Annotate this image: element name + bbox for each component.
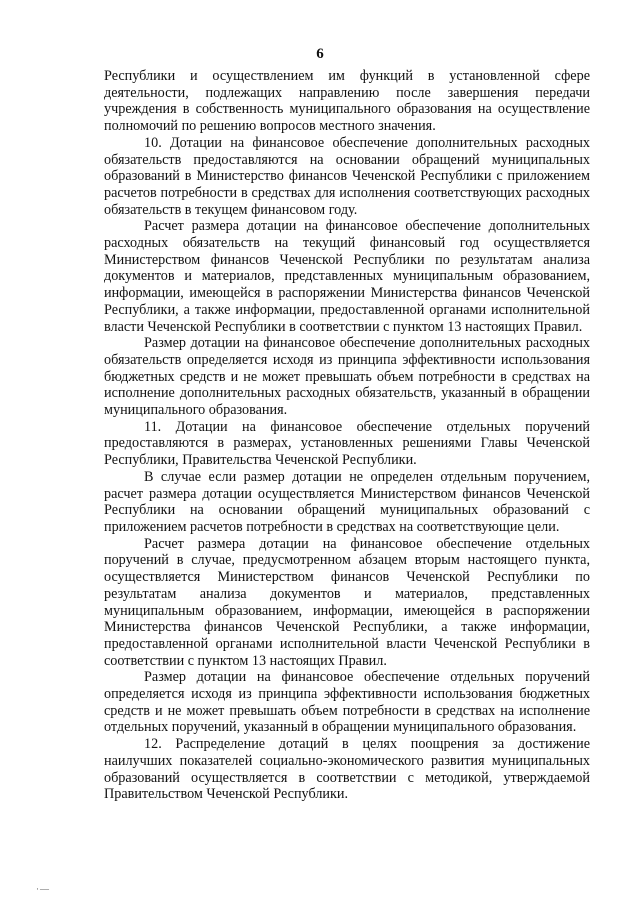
paragraph-item-11-calculation: Расчет размера дотации на финансовое обеспечение отдельных поручений в случае, предусмотренном абзацем вторым настоящего пункта, осуществляется Министерством финансов Чеченской Республики по результатам анализа документов и материалов, представленных муниципальным образованием, информации, имеющейся в распоряжении Министерства финансов Чеченской Республики, а также информации, предоставленной органами исполнительной власти Чеченской Республики в соответствии с пунктом 13 настоящих Правил. [104, 535, 590, 669]
paragraph-item-10: 10. Дотации на финансовое обеспечение дополнительных расходных обязательств предоставляются на основании обращений муниципальных образований в Министерство финансов Чеченской Республики с приложением расчетов потребности в средствах для исполнения соответствующих расходных обязательств в текущем финансовом году. [104, 134, 590, 218]
paragraph-continuation: Республики и осуществлением им функций в установленной сфере деятельности, подлежащих направлению после завершения передачи учреждения в собственность муниципального образования на осуществление полномочий по решению вопросов местного значения. [104, 68, 590, 135]
paragraph-item-11-amount: Размер дотации на финансовое обеспечение отдельных поручений определяется исходя из принципа эффективности использования бюджетных средств и не может превышать объем потребности в средствах на исполнение отдельных поручений, указанный в обращении муниципального образования. [104, 669, 590, 736]
document-body [104, 68, 590, 803]
paragraph-item-10-calculation: Расчет размера дотации на финансовое обеспечение дополнительных расходных обязательств на текущий финансовый год осуществляется Министерством финансов Чеченской Республики по результатам анализа документов и материалов, представленных муниципальным образованием, информации, имеющейся в распоряжении Министерства финансов Чеченской Республики, а также информации, предоставленной органами исполнительной власти Чеченской Республики в соответствии с пунктом 13 настоящих Правил. [104, 218, 590, 335]
footer-mark: ·— [36, 884, 50, 894]
paragraph-item-12: 12. Распределение дотаций в целях поощрения за достижение наилучших показателей социально-экономического развития муниципальных образований осуществляется в соответствии с методикой, утверждаемой Правительством Чеченской Республики. [104, 736, 590, 803]
paragraph-item-10-amount: Размер дотации на финансовое обеспечение дополнительных расходных обязательств определяется исходя из принципа эффективности использования бюджетных средств и не может превышать объем потребности в средствах на исполнение дополнительных расходных обязательств, указанный в обращении муниципального образования. [104, 335, 590, 419]
page-number: 6 [316, 46, 324, 62]
paragraph-item-11-undefined-case: В случае если размер дотации не определен отдельным поручением, расчет размера дотации осуществляется Министерством финансов Чеченской Республики на основании обращений муниципальных образований с приложением расчетов потребности в средствах на соответствующие цели. [104, 468, 590, 535]
paragraph-item-11: 11. Дотации на финансовое обеспечение отдельных поручений предоставляются в размерах, установленных решениями Главы Чеченской Республики, Правительства Чеченской Республики. [104, 418, 590, 469]
